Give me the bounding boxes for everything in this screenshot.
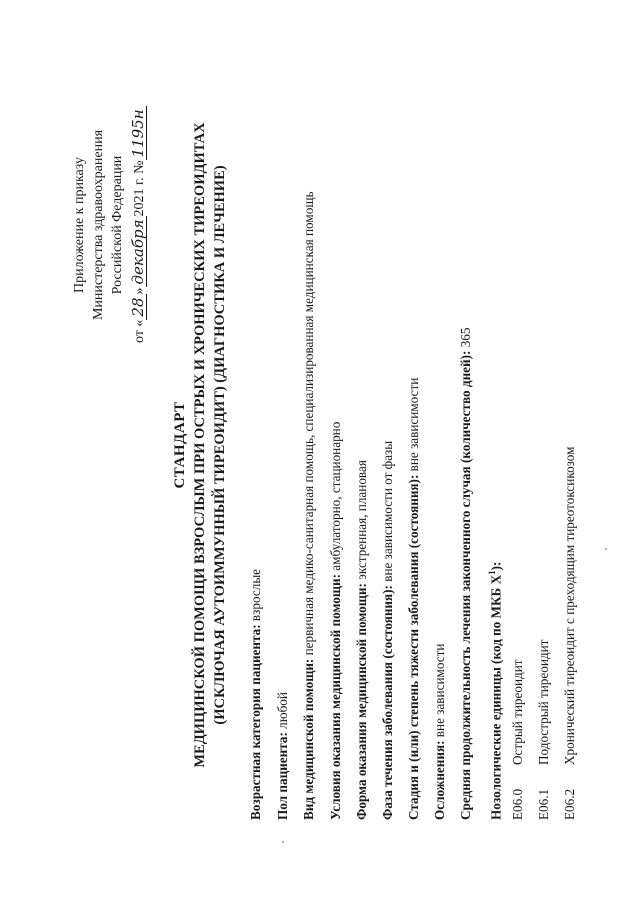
- title-line-3: (ИСКЛЮЧАЯ АУТОИММУННЫЙ ТИРЕОИДИТ) (ДИАГНОСТИКА И ЛЕЧЕНИЕ): [212, 165, 228, 725]
- field-complications: [432, 644, 448, 820]
- field-value: 365: [458, 327, 473, 351]
- scan-speck: [605, 548, 607, 550]
- field-label: Средняя продолжительность лечения законченного случая (количество дней):: [458, 350, 473, 820]
- appendix-line-3: Российской Федерации: [110, 155, 125, 295]
- field-treatment-duration: [458, 328, 474, 820]
- order-number: 1195н: [130, 106, 147, 160]
- field-label: Условия оказания медицинской помощи:: [328, 574, 343, 820]
- scan-speck: [282, 841, 284, 843]
- nosology-footnote-mark: 1: [487, 570, 497, 575]
- field-disease-stage: [406, 378, 422, 820]
- field-label: Осложнения:: [432, 740, 447, 820]
- field-label: Вид медицинской помощи:: [301, 658, 316, 820]
- icd-code: E06.1: [536, 788, 551, 820]
- field-value: вне зависимости: [432, 643, 447, 741]
- field-value: амбулаторно, стационарно: [328, 421, 343, 574]
- icd-code: E06.0: [510, 788, 525, 820]
- title-line-2: МЕДИЦИНСКОЙ ПОМОЩИ ВЗРОСЛЫМ ПРИ ОСТРЫХ И ХРОНИЧЕСКИХ ТИРЕОИДИТАХ: [192, 122, 208, 768]
- icd-name: Хронический тиреоидит с преходящим тиреотоксикозом: [562, 446, 577, 765]
- nosology-label-end: ):: [488, 561, 504, 571]
- icd-name: Подострый тиреоидит: [536, 639, 551, 765]
- field-label: Фаза течения заболевания (состояния):: [380, 585, 395, 820]
- field-care-type: [301, 192, 317, 821]
- field-value: экстренная, плановая: [354, 460, 369, 584]
- field-care-conditions: [328, 422, 344, 820]
- field-label: Стадия и (или) степень тяжести заболевания (состояния):: [406, 474, 421, 820]
- field-care-form: [354, 460, 370, 820]
- order-month: декабря: [130, 216, 147, 287]
- field-label: Форма оказания медицинской помощи:: [354, 583, 369, 820]
- field-value: вне зависимости от фазы: [380, 440, 395, 586]
- icd-name: Острый тиреоидит: [510, 659, 525, 765]
- order-prefix: от «: [132, 319, 147, 343]
- field-value: вне зависимости: [406, 377, 421, 475]
- field-label: Возрастная категория пациента:: [248, 624, 263, 820]
- title-main: СТАНДАРТ: [172, 401, 188, 489]
- icd-code: E06.2: [562, 788, 577, 820]
- order-line: [130, 106, 149, 343]
- field-value: любой: [275, 692, 290, 733]
- order-day: 28: [130, 294, 147, 319]
- field-disease-phase: [380, 441, 396, 820]
- nosology-label: Нозологические единицы (код по МКБ X: [488, 574, 504, 820]
- field-label: Пол пациента:: [275, 732, 290, 820]
- appendix-block: [70, 85, 127, 365]
- nosology-header: [484, 562, 504, 820]
- order-year: 2021 г. №: [132, 160, 147, 217]
- field-value: взрослые: [248, 568, 263, 625]
- document-title: [170, 65, 230, 825]
- appendix-line-1: Приложение к приказу: [72, 157, 87, 293]
- field-age-category: [248, 569, 264, 820]
- appendix-line-2: Министерства здравоохранения: [91, 129, 106, 321]
- order-mid: »: [132, 287, 147, 295]
- field-value: первичная медико-санитарная помощь, специализированная медицинская помощь: [301, 191, 316, 659]
- field-sex: [275, 692, 291, 820]
